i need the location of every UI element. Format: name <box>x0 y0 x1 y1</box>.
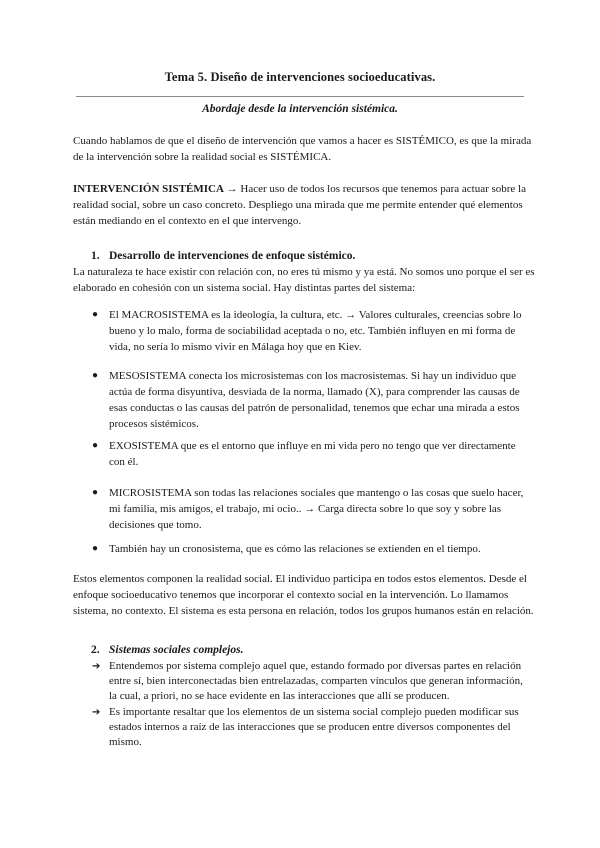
bullet-icon: ● <box>92 370 99 381</box>
list-item <box>92 485 534 533</box>
definition-text: → Hacer uso de todos los recursos que tenemos para actuar sobre la realidad social, sobre un caso concreto. Despliego una mirada que me permite entender qué elementos están mediando en el contexto en el que intervengo. <box>73 183 526 227</box>
bullet-icon: ● <box>92 309 99 320</box>
section-1-number: 1. <box>91 250 100 262</box>
list-item-text: El MACROSISTEMA es la ideología, la cultura, etc. → Valores culturales, creencias sobre lo bueno y lo malo, forma de sociabilidad aceptada o no, etc. También influyen en mi forma de vida, no sería lo mismo vivir en Málaga hoy que en Kiev. <box>109 309 522 353</box>
list-item <box>92 705 530 750</box>
list-item-text: MESOSISTEMA conecta los microsistemas con los macrosistemas. Si hay un individuo que actúa de forma disyuntiva, desviada de la norma, llamado (X), para comprender las causas de esas conductas o las causas del patrón de personalidad, tenemos que echar una mirada a estos procesos sistémicos. <box>109 370 520 430</box>
bullet-icon: ● <box>92 440 99 451</box>
list-item-text: Entendemos por sistema complejo aquel que, estando formado por diversas partes en relación entre sí, bien interconectadas bien entrelazadas, comparten vínculos que generan información, la cual, a priori, no se hace evidente en las interacciones que allí se producen. <box>109 660 523 702</box>
arrow-icon: ➔ <box>92 661 101 672</box>
list-item-text: MICROSISTEMA son todas las relaciones sociales que mantengo o las cosas que suelo hacer, mi familia, mis amigos, el trabajo, mi ocio.. → Carga directa sobre lo que soy y sobre las decisiones que tomo. <box>109 487 524 531</box>
definition-paragraph <box>73 181 535 229</box>
section-1-title: Desarrollo de intervenciones de enfoque sistémico. <box>109 250 356 262</box>
list-item-text: También hay un cronosistema, que es cómo las relaciones se extienden en el tiempo. <box>109 543 481 555</box>
section-1-heading <box>91 250 355 262</box>
bullet-icon: ● <box>92 543 99 554</box>
list-item <box>92 438 534 470</box>
section-2-heading <box>91 644 243 656</box>
document-subtitle: Abordaje desde la intervención sistémica. <box>202 103 398 115</box>
section-1-closing: Estos elementos componen la realidad social. El individuo participa en todos estos elementos. Desde el enfoque socioeducativo tenemos que incorporar el contexto social en la intervención. Lo llamamos sistema, no contexto. El sistema es esta persona en relación, todos los grupos humanos están en relación. <box>73 573 534 617</box>
list-item-text: Es importante resaltar que los elementos de un sistema social complejo pueden modificar sus estados internos a raíz de las interacciones que se producen entre diversos componentes del mismo. <box>109 706 519 748</box>
arrow-icon: ➔ <box>92 707 101 718</box>
document-title: Tema 5. Diseño de intervenciones socioeducativas. <box>164 70 436 84</box>
list-item-text: EXOSISTEMA que es el entorno que influye en mi vida pero no tengo que ver directamente con él. <box>109 440 516 468</box>
definition-term: INTERVENCIÓN SISTÉMICA <box>73 183 224 195</box>
list-item <box>92 541 534 557</box>
bullet-icon: ● <box>92 487 99 498</box>
list-item <box>92 307 534 355</box>
list-item <box>92 368 534 432</box>
section-1-intro: La naturaleza te hace existir con relación con, no eres tú mismo y ya está. No somos uno porque el ser es elaborado en cohesión con un sistema social. Hay distintas partes del sistema: <box>73 266 535 294</box>
list-item <box>92 659 530 704</box>
title-divider <box>76 96 524 97</box>
section-2-title: Sistemas sociales complejos. <box>109 644 244 656</box>
section-2-number: 2. <box>91 644 100 656</box>
intro-paragraph: Cuando hablamos de que el diseño de intervención que vamos a hacer es SISTÉMICO, es que la mirada de la intervención sobre la realidad social es SISTÉMICA. <box>73 135 532 163</box>
